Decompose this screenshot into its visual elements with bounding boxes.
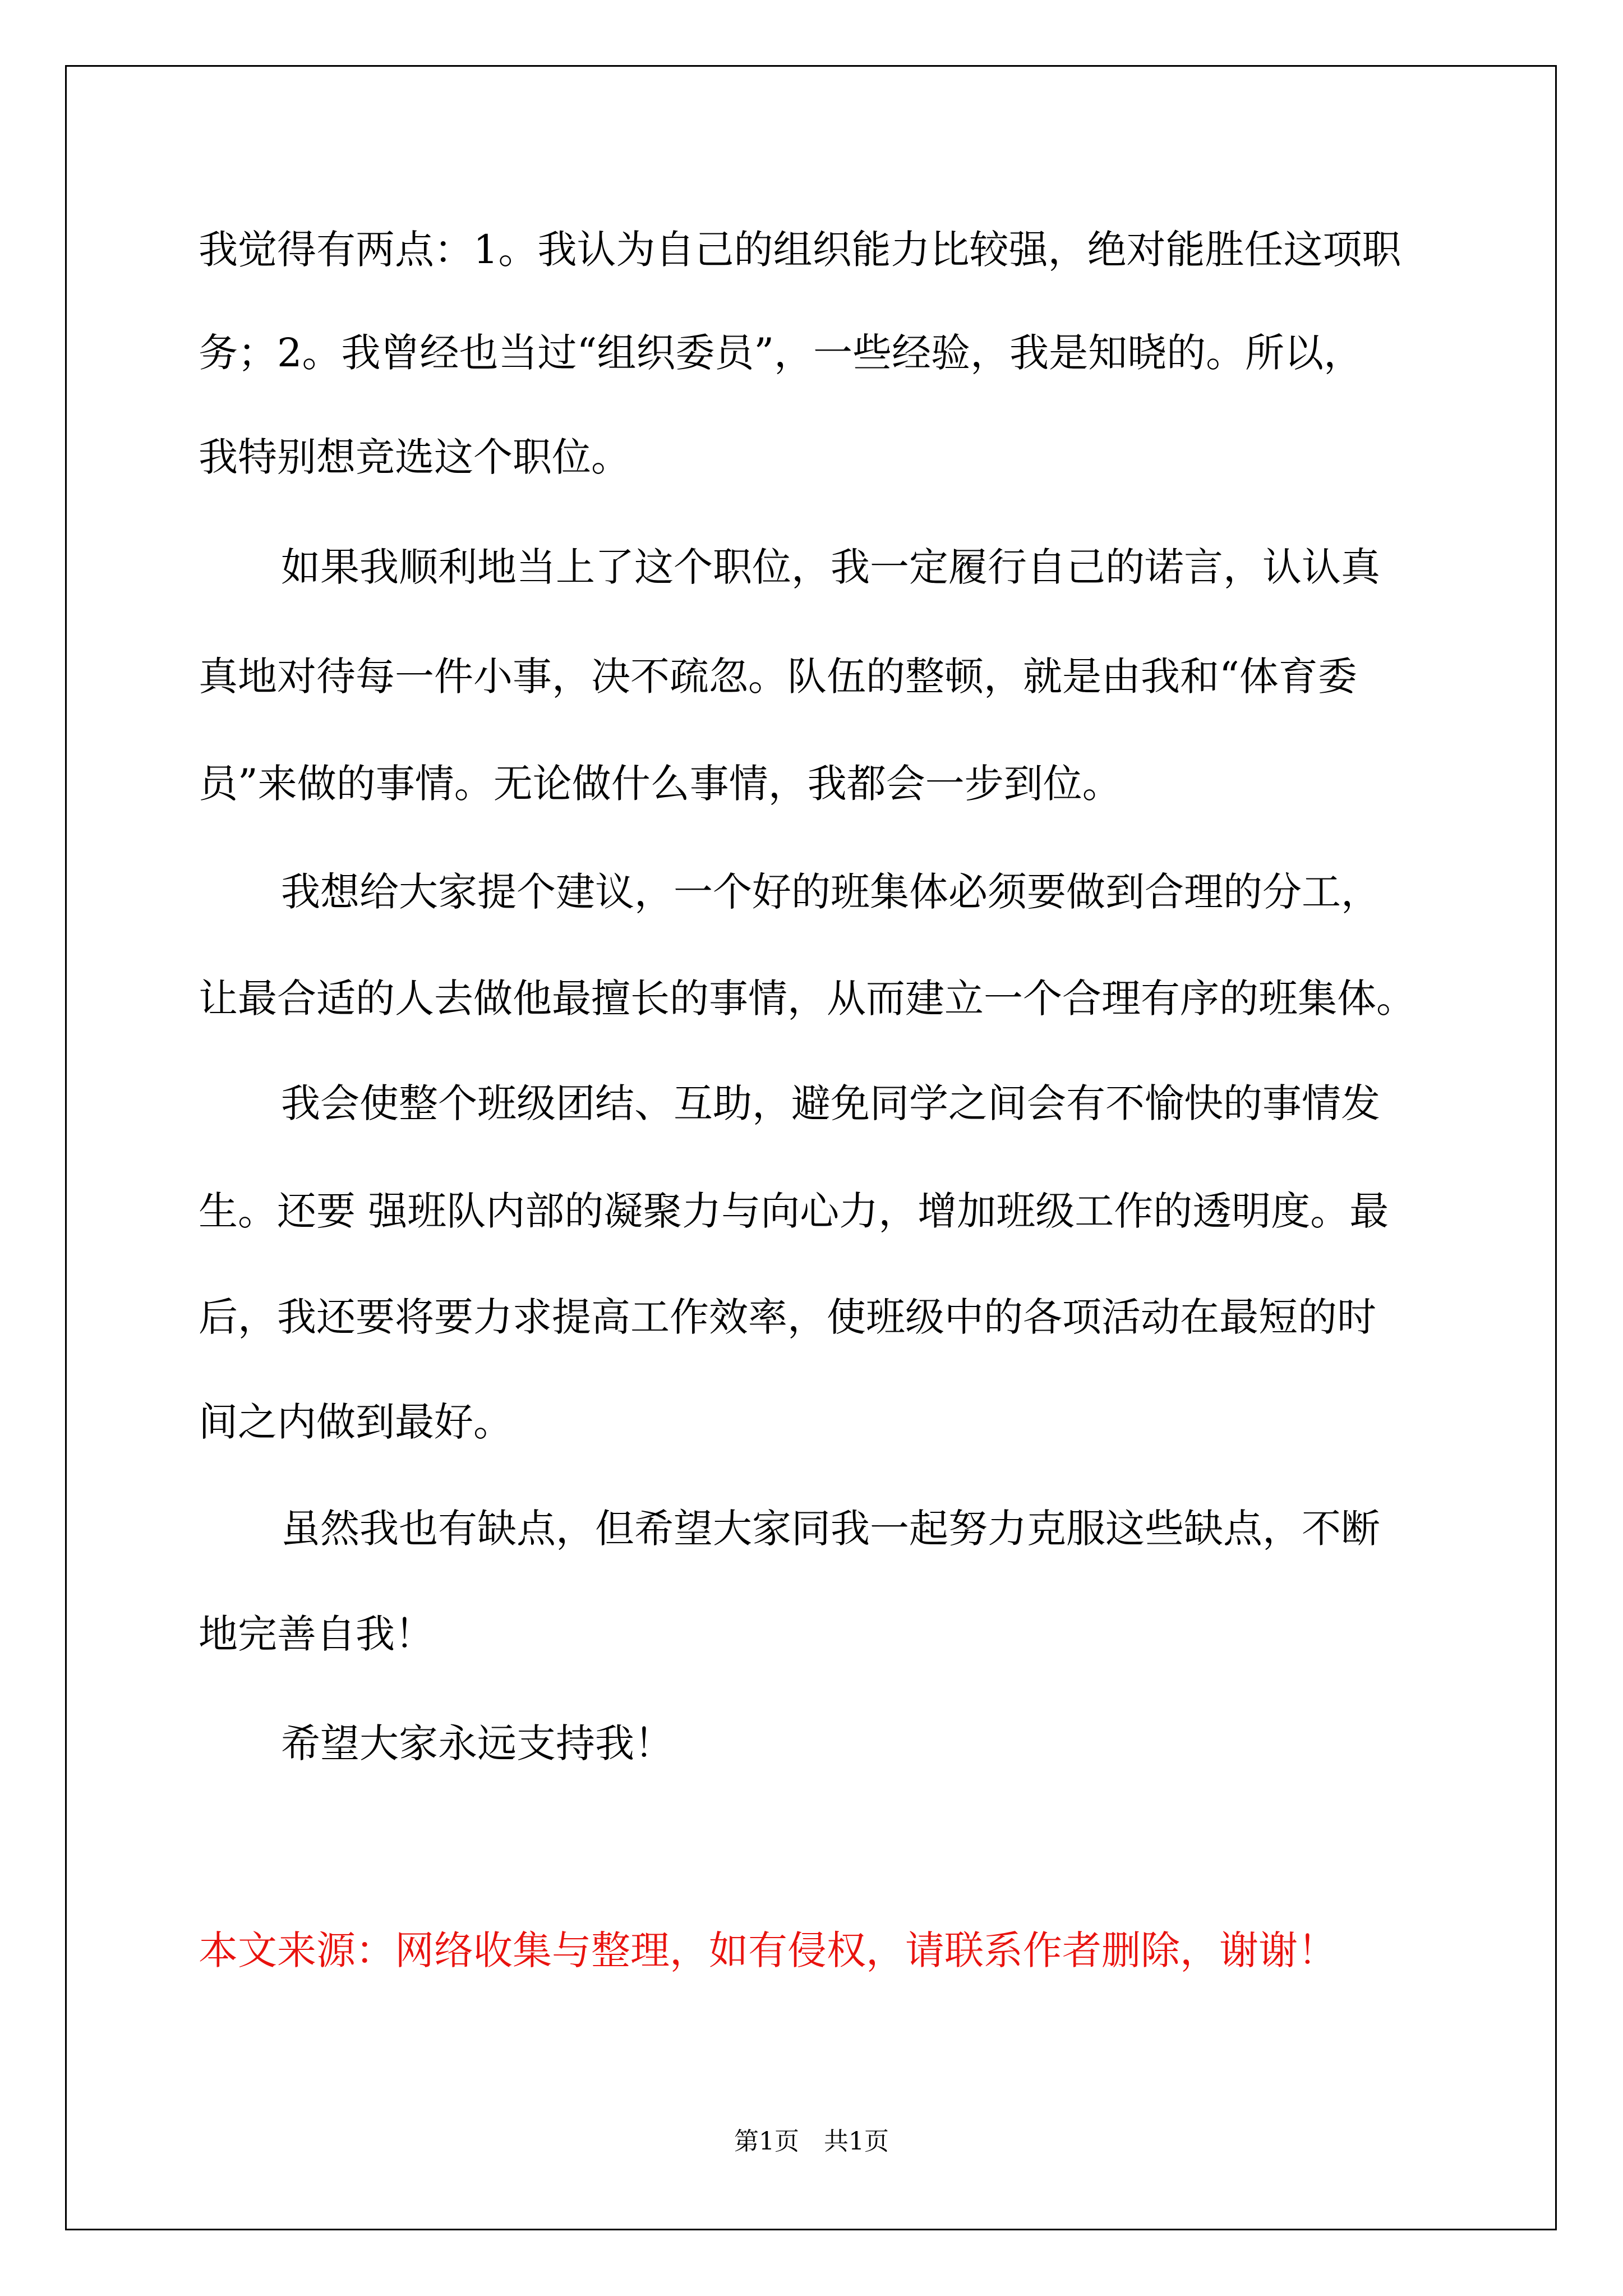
- page-number-footer: 第1页 共1页: [734, 2127, 889, 2156]
- body-line: 我特别想竞选这个职位。: [199, 434, 630, 480]
- body-line: 虽然我也有缺点，但希望大家同我一起努力克服这些缺点，不断: [281, 1506, 1380, 1552]
- body-line: 我觉得有两点：1。我认为自己的组织能力比较强，绝对能胜任这项职: [199, 227, 1401, 273]
- body-line: 我想给大家提个建议，一个好的班集体必须要做到合理的分工，: [281, 869, 1380, 915]
- body-line: 间之内做到最好。: [199, 1399, 513, 1445]
- body-line: 真地对待每一件小事，决不疏忽。队伍的整顿，就是由我和“体育委: [199, 654, 1357, 700]
- source-notice: 本文来源：网络收集与整理，如有侵权，请联系作者删除，谢谢！: [199, 1927, 1337, 1973]
- page-border: [65, 65, 1557, 2230]
- body-line: 我会使整个班级团结、互助，避免同学之间会有不愉快的事情发: [281, 1080, 1380, 1126]
- body-line: 员”来做的事情。无论做什么事情，我都会一步到位。: [199, 761, 1122, 807]
- body-line: 地完善自我！: [199, 1611, 434, 1657]
- body-line: 后，我还要将要力求提高工作效率，使班级中的各项活动在最短的时: [199, 1294, 1376, 1340]
- body-line: 务；2。我曾经也当过“组织委员”，一些经验，我是知晓的。所以，: [199, 330, 1363, 376]
- body-line: 生。还要 强班队内部的凝聚力与向心力，增加班级工作的透明度。最: [199, 1188, 1389, 1234]
- body-line: 让最合适的人去做他最擅长的事情，从而建立一个合理有序的班集体。: [199, 976, 1415, 1022]
- body-line: 如果我顺利地当上了这个职位，我一定履行自己的诺言，认认真: [281, 544, 1380, 590]
- body-line: 希望大家永远支持我！: [281, 1720, 674, 1766]
